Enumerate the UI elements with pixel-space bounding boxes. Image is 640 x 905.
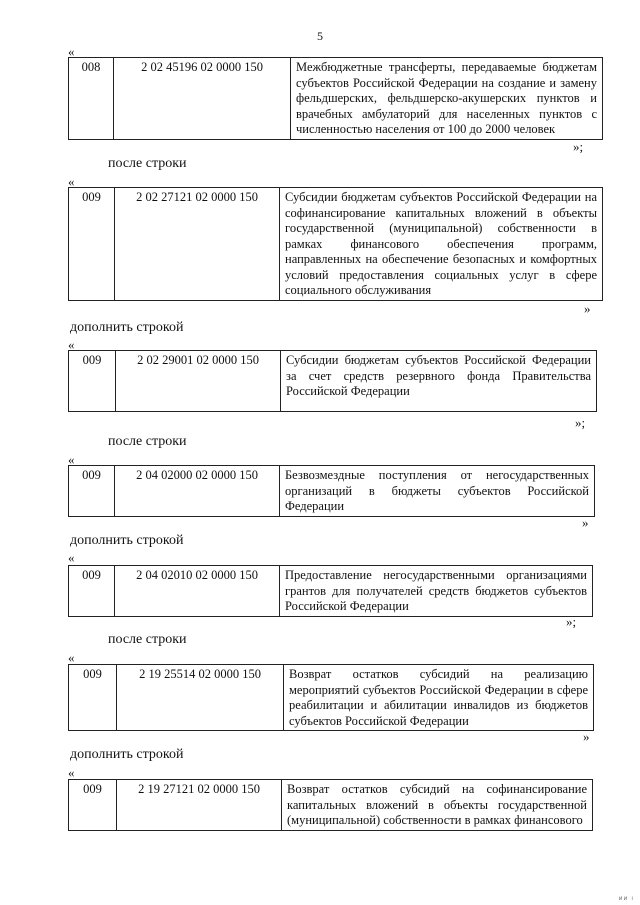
budget-code-table: [68, 779, 593, 831]
budget-code-table: [68, 57, 603, 140]
open-quote: «: [68, 174, 75, 189]
budget-code-table: [68, 187, 603, 301]
description-cell: Предоставление негосударственными организациями грантов для получателей средств бюджетов субъектов Российской Федерации: [280, 566, 593, 617]
after-row-phrase: после строки: [108, 156, 187, 171]
income-code-cell: 2 19 27121 02 0000 150: [117, 780, 282, 831]
admin-code-cell: 009: [69, 665, 117, 731]
add-row-phrase: дополнить строкой: [70, 533, 184, 548]
add-row-phrase: дополнить строкой: [70, 747, 184, 762]
admin-code-cell: 009: [69, 351, 116, 412]
income-code-cell: 2 04 02010 02 0000 150: [115, 566, 280, 617]
add-row-phrase: дополнить строкой: [70, 320, 184, 335]
table-row: [69, 780, 593, 831]
table-row: [69, 566, 593, 617]
budget-code-table: [68, 465, 595, 517]
income-code-cell: 2 04 02000 02 0000 150: [115, 466, 280, 517]
income-code-cell: 2 02 29001 02 0000 150: [116, 351, 281, 412]
open-quote: «: [68, 550, 75, 565]
close-quote: »;: [573, 139, 584, 154]
admin-code-cell: 009: [69, 566, 115, 617]
close-quote: »;: [575, 415, 586, 430]
budget-code-table: [68, 664, 594, 731]
description-cell: Возврат остатков субсидий на реализацию мероприятий субъектов Российской Федерации в сфере реабилитации и абилитации инвалидов из бюджетов субъектов Российской Федерации: [284, 665, 594, 731]
description-cell: Субсидии бюджетам субъектов Российской Федерации за счет средств резервного фонда Правительства Российской Федерации: [281, 351, 597, 412]
income-code-cell: 2 19 25514 02 0000 150: [117, 665, 284, 731]
table-row: [69, 58, 603, 140]
income-code-cell: 2 02 27121 02 0000 150: [115, 188, 280, 301]
admin-code-cell: 008: [69, 58, 114, 140]
table-row: [69, 351, 597, 412]
admin-code-cell: 009: [69, 188, 115, 301]
corner-mark: ии ı: [618, 895, 634, 902]
open-quote: «: [68, 765, 75, 780]
open-quote: «: [68, 337, 75, 352]
after-row-phrase: после строки: [108, 632, 187, 647]
description-cell: Субсидии бюджетам субъектов Российской Федерации на софинансирование капитальных вложений в объекты государственной (муниципальной) собственности в рамках финансового обеспечения программ, направленных на обеспечение безопасных и комфортных условий предоставления социальных услуг в сфере социального обслуживания: [280, 188, 603, 301]
description-cell: Возврат остатков субсидий на софинансирование капитальных вложений в объекты государственной (муниципальной) собственности в рамках финансового: [282, 780, 593, 831]
open-quote: «: [68, 44, 75, 59]
close-quote: »: [582, 515, 589, 530]
budget-code-table: [68, 565, 593, 617]
admin-code-cell: 009: [69, 780, 117, 831]
after-row-phrase: после строки: [108, 434, 187, 449]
table-row: [69, 188, 603, 301]
close-quote: »: [584, 301, 591, 316]
open-quote: «: [68, 650, 75, 665]
page-number: 5: [317, 29, 323, 43]
description-cell: Безвозмездные поступления от негосударственных организаций в бюджеты субъектов Российской Федерации: [280, 466, 595, 517]
table-row: [69, 466, 595, 517]
budget-code-table: [68, 350, 597, 412]
close-quote: »;: [566, 614, 577, 629]
open-quote: «: [68, 452, 75, 467]
table-row: [69, 665, 594, 731]
close-quote: »: [583, 729, 590, 744]
income-code-cell: 2 02 45196 02 0000 150: [114, 58, 291, 140]
description-cell: Межбюджетные трансферты, передаваемые бюджетам субъектов Российской Федерации на создание и замену фельдшерских, фельдшерско-акушерских пунктов и врачебных амбулаторий для населенных пунктов с численностью населения от 100 до 2000 человек: [291, 58, 603, 140]
admin-code-cell: 009: [69, 466, 115, 517]
